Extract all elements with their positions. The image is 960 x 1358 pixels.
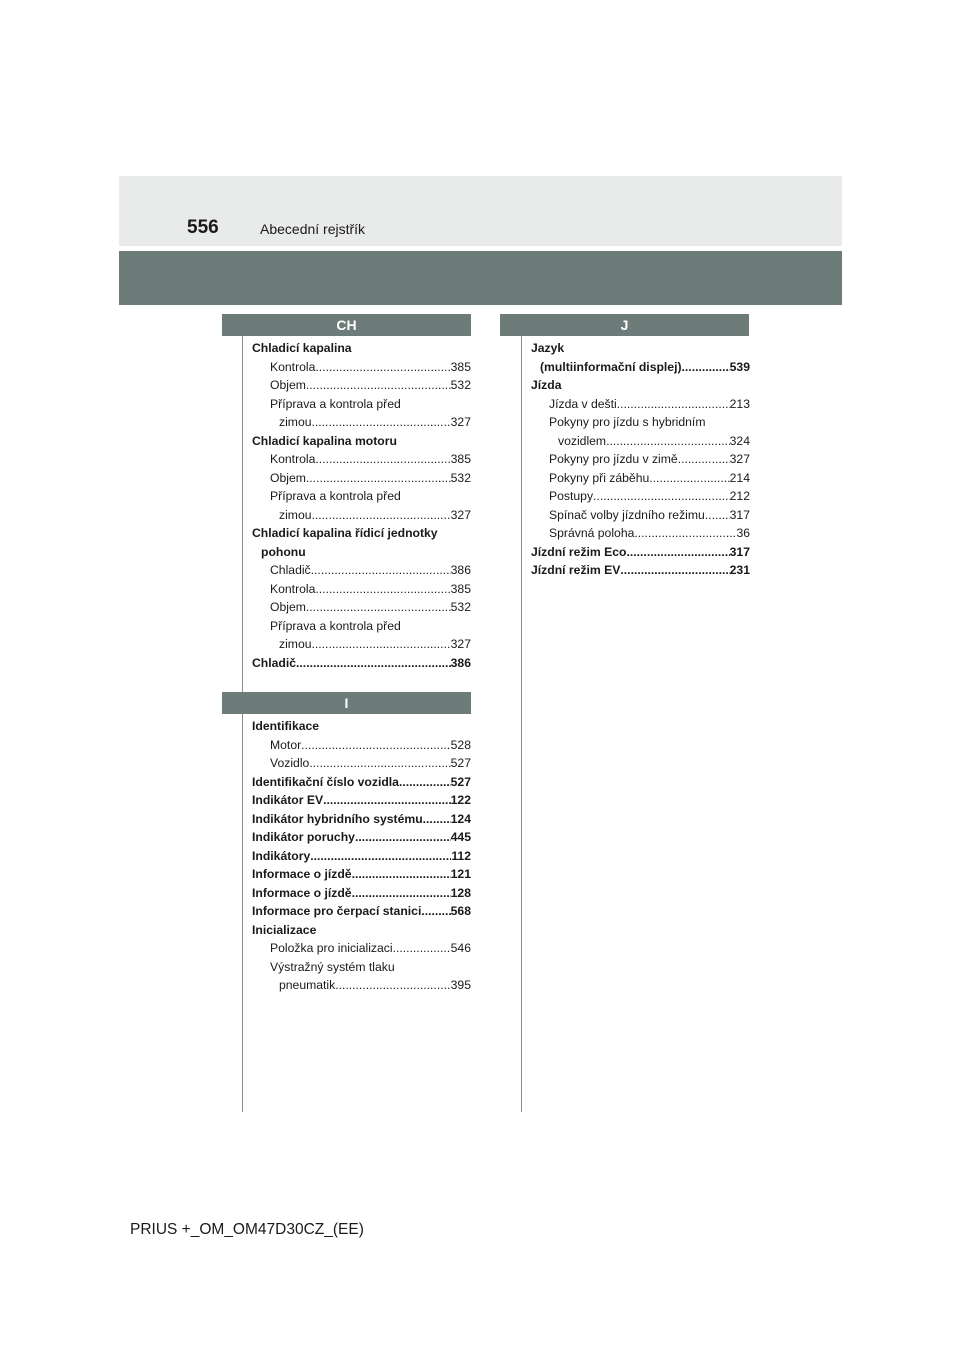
entry-page-number: 317: [729, 507, 750, 522]
header-band: [119, 176, 842, 246]
index-entry: [252, 654, 471, 673]
entry-page-number: 36: [736, 526, 750, 540]
dot-leader: [649, 469, 729, 488]
section-heading-i: I: [222, 692, 471, 714]
dot-leader: [393, 939, 451, 958]
index-entry: [531, 487, 750, 506]
entry-term: pohonu: [261, 544, 306, 559]
entry-page-number: 385: [450, 581, 471, 596]
index-entry: [531, 358, 750, 377]
entry-term: Kontrola: [270, 359, 316, 374]
index-entry: [531, 469, 750, 488]
index-entry: [252, 339, 471, 358]
dot-leader: [423, 810, 451, 829]
entry-page-number: 112: [451, 848, 471, 863]
index-entry: [252, 432, 471, 451]
index-entry: [531, 524, 750, 543]
index-entry: [531, 395, 750, 414]
entry-page-number: 539: [729, 359, 750, 374]
entry-term: Jízda v dešti: [549, 396, 617, 411]
dot-leader: [315, 358, 450, 377]
entry-page-number: 568: [450, 904, 471, 918]
entry-page-number: 124: [450, 811, 471, 826]
section-heading-ch: CH: [222, 314, 471, 336]
entry-term: Pokyny pro jízdu v zimě: [549, 452, 678, 466]
entry-page-number: 231: [729, 563, 750, 577]
entry-page-number: 546: [450, 941, 471, 955]
entry-page-number: 532: [450, 378, 471, 392]
entry-term: Vozidlo: [270, 756, 310, 770]
dot-leader: [620, 561, 729, 580]
entry-term: Kontrola: [270, 452, 316, 466]
index-entry: [252, 635, 471, 654]
index-entry: [252, 884, 471, 903]
dot-leader: [355, 828, 451, 847]
entry-term: (multiinformační displej): [540, 359, 682, 374]
index-entry: [252, 358, 471, 377]
entry-term: Jízda: [531, 378, 562, 392]
index-entry: [252, 376, 471, 395]
index-entry: [252, 580, 471, 599]
dot-leader: [312, 413, 451, 432]
index-entry: [252, 976, 471, 995]
entry-page-number: 527: [450, 756, 471, 770]
dot-leader: [678, 450, 730, 469]
entry-term: Indikátor EV: [252, 793, 324, 807]
entry-term: Spínač volby jízdního režimu: [549, 507, 705, 522]
dot-leader: [315, 580, 450, 599]
entry-term: Indikátor poruchy: [252, 830, 355, 844]
dot-leader: [296, 654, 451, 673]
dot-leader: [306, 469, 451, 488]
index-entry: [252, 773, 471, 792]
entry-term: Objem: [270, 600, 306, 614]
index-entry: [252, 395, 471, 414]
entry-page-number: 445: [450, 830, 471, 844]
index-entry: [531, 450, 750, 469]
entry-term: Příprava a kontrola před: [270, 489, 401, 503]
index-entry: [252, 791, 471, 810]
dot-leader: [301, 736, 451, 755]
dot-leader: [705, 506, 730, 525]
section-heading-j: J: [500, 314, 749, 336]
dot-leader: [352, 884, 451, 903]
dot-leader: [421, 902, 450, 921]
entry-term: Postupy: [549, 489, 594, 503]
entry-term: Identifikační číslo vozidla: [252, 774, 399, 789]
entry-term: Informace o jízdě: [252, 885, 352, 900]
dot-leader: [312, 635, 451, 654]
entry-page-number: 532: [450, 470, 471, 485]
entry-term: Informace pro čerpací stanici: [252, 904, 422, 918]
index-entry: [531, 413, 750, 432]
entry-term: Správná poloha: [549, 526, 635, 540]
dot-leader: [312, 506, 451, 525]
entry-term: vozidlem: [558, 433, 607, 448]
page-title: Abecední rejstřík: [260, 221, 366, 237]
entry-page-number: 317: [729, 544, 750, 559]
entry-page-number: 324: [729, 433, 750, 448]
index-entry: [252, 921, 471, 940]
index-list-i: [252, 717, 471, 995]
index-entry: [531, 543, 750, 562]
index-entry: [252, 506, 471, 525]
dot-leader: [399, 773, 451, 792]
entry-term: pneumatik: [279, 978, 336, 992]
dot-leader: [627, 543, 730, 562]
entry-page-number: 528: [450, 737, 471, 752]
dot-leader: [352, 865, 451, 884]
index-entry: [252, 810, 471, 829]
entry-page-number: 212: [729, 489, 750, 503]
entry-term: Chladicí kapalina řídicí jednotky: [252, 526, 438, 540]
dot-leader: [682, 358, 730, 377]
entry-page-number: 122: [450, 793, 471, 807]
entry-page-number: 532: [450, 600, 471, 614]
dot-leader: [617, 395, 730, 414]
dot-leader: [306, 598, 451, 617]
index-entry: [252, 617, 471, 636]
dot-leader: [315, 450, 450, 469]
entry-page-number: 214: [729, 470, 750, 485]
entry-term: Chladič: [270, 563, 311, 577]
entry-term: Položka pro inicializaci: [270, 941, 393, 955]
dot-leader: [323, 791, 451, 810]
index-entry: [252, 413, 471, 432]
index-entry: [252, 561, 471, 580]
index-entry: [531, 432, 750, 451]
entry-term: zimou: [279, 637, 312, 651]
entry-term: Jízdní režim EV: [531, 563, 621, 577]
entry-page-number: 121: [450, 867, 471, 881]
entry-term: Informace o jízdě: [252, 867, 352, 881]
entry-page-number: 327: [729, 452, 750, 466]
entry-term: Příprava a kontrola před: [270, 396, 401, 411]
index-list-ch: [252, 339, 471, 672]
dot-leader: [310, 847, 451, 866]
entry-term: Identifikace: [252, 719, 320, 733]
dot-leader: [309, 754, 450, 773]
entry-page-number: 386: [450, 563, 471, 577]
index-entry: [252, 754, 471, 773]
index-entry: [531, 506, 750, 525]
entry-page-number: 128: [450, 885, 471, 900]
entry-term: Pokyny při záběhu: [549, 470, 650, 485]
index-entry: [252, 958, 471, 977]
entry-term: Kontrola: [270, 581, 316, 596]
index-entry: [252, 543, 471, 562]
entry-page-number: 395: [450, 978, 471, 992]
entry-page-number: 385: [450, 452, 471, 466]
index-entry: [252, 939, 471, 958]
entry-page-number: 386: [450, 655, 471, 670]
right-column-rule: [521, 314, 522, 1112]
entry-page-number: 213: [729, 396, 750, 411]
index-entry: [252, 847, 471, 866]
document-code: PRIUS +_OM_OM47D30CZ_(EE): [130, 1221, 364, 1238]
entry-page-number: 327: [450, 637, 471, 651]
entry-term: Pokyny pro jízdu s hybridním: [549, 415, 706, 429]
entry-term: Chladič: [252, 655, 297, 670]
index-entry: [252, 598, 471, 617]
dot-leader: [606, 432, 730, 451]
entry-page-number: 385: [450, 359, 471, 374]
header-dark-band: [119, 251, 842, 305]
index-entry: [252, 450, 471, 469]
index-entry: [252, 902, 471, 921]
entry-term: Inicializace: [252, 922, 317, 937]
index-entry: [531, 561, 750, 580]
entry-page-number: 327: [450, 507, 471, 522]
dot-leader: [634, 524, 736, 543]
entry-term: zimou: [279, 507, 312, 522]
index-list-j: [531, 339, 750, 580]
entry-term: Indikátor hybridního systému: [252, 811, 423, 826]
index-entry: [252, 469, 471, 488]
entry-term: Chladicí kapalina: [252, 341, 352, 355]
entry-term: Objem: [270, 378, 306, 392]
index-entry: [252, 865, 471, 884]
entry-term: Příprava a kontrola před: [270, 618, 401, 633]
entry-page-number: 527: [450, 774, 471, 789]
dot-leader: [593, 487, 730, 506]
index-entry: [252, 487, 471, 506]
index-entry: [252, 717, 471, 736]
entry-term: Jazyk: [531, 341, 565, 355]
index-entry: [531, 376, 750, 395]
index-entry: [252, 524, 471, 543]
entry-term: Jízdní režim Eco: [531, 544, 627, 559]
entry-term: Chladicí kapalina motoru: [252, 433, 397, 448]
dot-leader: [335, 976, 450, 995]
entry-term: Motor: [270, 737, 302, 752]
entry-term: Indikátory: [252, 848, 311, 863]
index-entry: [252, 828, 471, 847]
page-number: 556: [187, 217, 219, 238]
entry-term: Objem: [270, 470, 306, 485]
dot-leader: [306, 376, 451, 395]
dot-leader: [311, 561, 451, 580]
index-entry: [531, 339, 750, 358]
entry-page-number: 327: [450, 415, 471, 429]
entry-term: zimou: [279, 415, 312, 429]
index-entry: [252, 736, 471, 755]
entry-term: Výstražný systém tlaku: [270, 959, 395, 974]
